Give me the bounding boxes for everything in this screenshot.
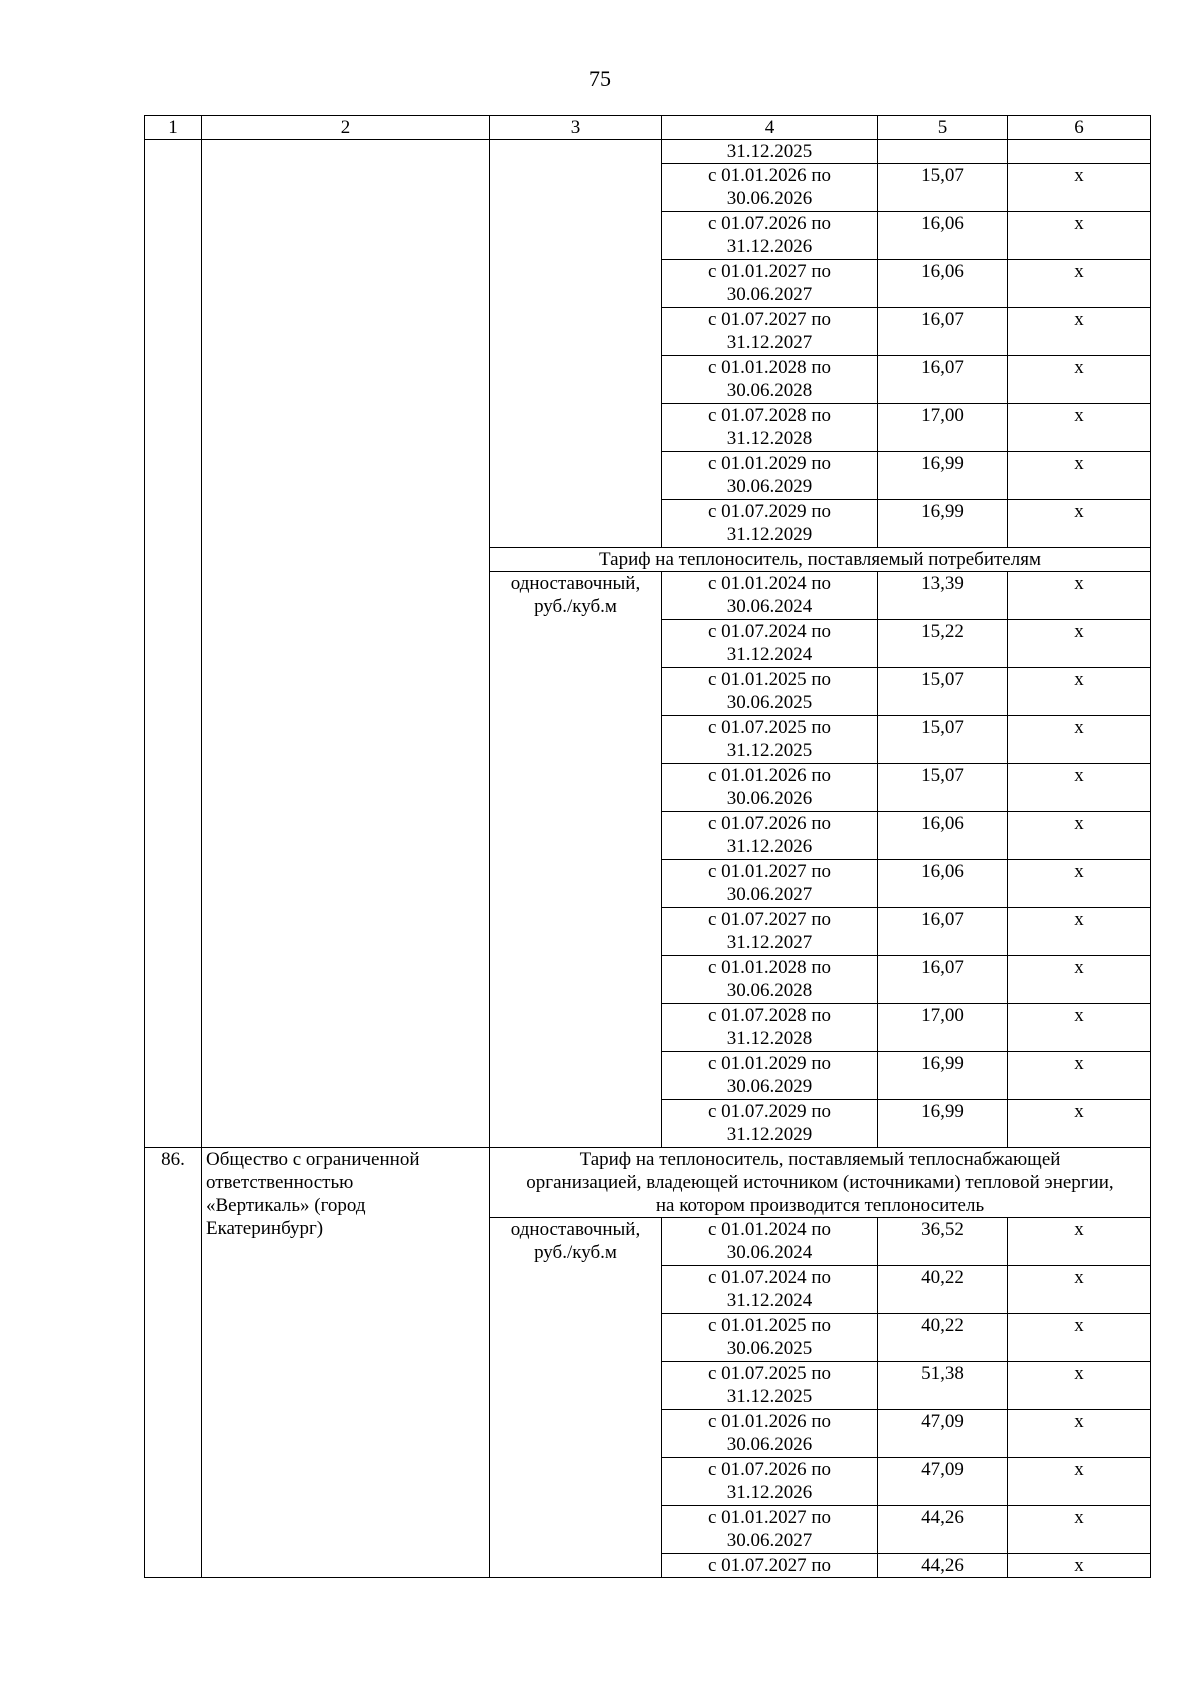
mark-cell [1008, 1052, 1151, 1100]
value-cell-line-1: 16,07 [921, 957, 964, 978]
mark-cell [1008, 212, 1151, 260]
mark-cell-line-1: х [1074, 957, 1084, 978]
value-cell [878, 908, 1008, 956]
section-title-line-1: Тариф на теплоноситель, поставляемый потребителям [599, 549, 1041, 570]
mark-cell-line-1: х [1074, 669, 1084, 690]
entry-section-title-line-3: на котором производится теплоноситель [655, 1195, 985, 1216]
period-cell-line-1: с 01.07.2025 по [707, 1363, 832, 1384]
period-cell-line-1: с 01.07.2026 по [707, 813, 832, 834]
period-cell [662, 1004, 878, 1052]
mark-cell-line-1: х [1074, 717, 1084, 738]
period-cell-line-2: 31.12.2027 [726, 332, 813, 353]
value-cell-line-1: 47,09 [921, 1459, 964, 1480]
period-cell [662, 308, 878, 356]
mark-cell [1008, 812, 1151, 860]
period-cell [662, 260, 878, 308]
period-cell [662, 764, 878, 812]
period-cell-line-2: 31.12.2024 [726, 1290, 813, 1311]
period-cell-line-2: 31.12.2025 [726, 1386, 813, 1407]
value-cell-line-1: 36,52 [921, 1219, 964, 1240]
period-cell [662, 812, 878, 860]
period-cell-line-2: 30.06.2026 [726, 1434, 813, 1455]
header-col-3: 3 [490, 116, 662, 140]
mark-cell [1008, 140, 1151, 164]
value-cell-line-1: 17,00 [921, 1005, 964, 1026]
value-cell-line-1: 44,26 [921, 1507, 964, 1528]
period-cell-line-1: с 01.07.2024 по [707, 1267, 832, 1288]
period-cell [662, 908, 878, 956]
mark-cell [1008, 1314, 1151, 1362]
mark-cell [1008, 764, 1151, 812]
tariff-table [144, 115, 1151, 1578]
period-cell-line-2: 30.06.2027 [726, 1530, 813, 1551]
mark-cell [1008, 1266, 1151, 1314]
value-cell-line-1: 16,99 [921, 453, 964, 474]
organization-name [202, 1148, 490, 1578]
mark-cell-line-1: х [1074, 309, 1084, 330]
value-cell-line-1: 16,07 [921, 909, 964, 930]
entry-number [145, 1148, 202, 1578]
mark-cell-line-1: х [1074, 573, 1084, 594]
period-cell-line-1: с 01.07.2029 по [707, 1101, 832, 1122]
value-cell-line-1: 44,26 [921, 1555, 964, 1576]
period-cell-line-2: 31.12.2025 [726, 740, 813, 761]
value-cell-line-1: 15,07 [921, 669, 964, 690]
period-cell-line-1: с 01.07.2026 по [707, 1459, 832, 1480]
period-cell [662, 500, 878, 548]
value-cell-line-1: 16,07 [921, 309, 964, 330]
mark-cell [1008, 164, 1151, 212]
period-cell-line-2: 31.12.2027 [726, 932, 813, 953]
mark-cell-line-1: х [1074, 1101, 1084, 1122]
rate-type-cell [490, 1218, 662, 1578]
mark-cell-line-1: х [1074, 1267, 1084, 1288]
table-row [145, 140, 1151, 164]
period-cell-line-2: 30.06.2026 [726, 188, 813, 209]
header-col-4: 4 [662, 116, 878, 140]
period-cell [662, 356, 878, 404]
mark-cell [1008, 1506, 1151, 1554]
section-title [490, 548, 1151, 572]
entry-section-title-line-2: организацией, владеющей источником (источниками) тепловой энергии, [526, 1172, 1114, 1193]
mark-cell-line-1: х [1074, 1411, 1084, 1432]
value-cell [878, 1052, 1008, 1100]
period-cell [662, 1266, 878, 1314]
value-cell [878, 500, 1008, 548]
period-cell-line-1: с 01.01.2024 по [707, 1219, 832, 1240]
value-cell [878, 1100, 1008, 1148]
mark-cell-line-1: х [1074, 621, 1084, 642]
mark-cell-line-1: х [1074, 501, 1084, 522]
period-cell-line-1: с 01.01.2024 по [707, 573, 832, 594]
value-cell [878, 1458, 1008, 1506]
period-cell-line-1: с 01.01.2026 по [707, 165, 832, 186]
period-cell [662, 1314, 878, 1362]
value-cell [878, 1218, 1008, 1266]
organization-name-line-3: «Вертикаль» (город [206, 1195, 366, 1216]
value-cell-line-1: 16,06 [921, 861, 964, 882]
value-cell [878, 140, 1008, 164]
period-cell [662, 404, 878, 452]
period-cell [662, 1100, 878, 1148]
entry-title-row [145, 1148, 1151, 1218]
mark-cell-line-1: х [1074, 765, 1084, 786]
period-cell [662, 716, 878, 764]
value-cell [878, 1004, 1008, 1052]
mark-cell-line-1: х [1074, 1005, 1084, 1026]
period-cell-line-2: 30.06.2026 [726, 788, 813, 809]
value-cell [878, 1410, 1008, 1458]
value-cell [878, 764, 1008, 812]
organization-name-line-1: Общество с ограниченной [206, 1149, 420, 1170]
mark-cell [1008, 716, 1151, 764]
mark-cell-line-1: х [1074, 261, 1084, 282]
mark-cell [1008, 1218, 1151, 1266]
period-cell-line-2: 31.12.2026 [726, 836, 813, 857]
period-cell-line-2: 30.06.2024 [726, 1242, 813, 1263]
period-cell [662, 668, 878, 716]
period-cell-line-2: 30.06.2028 [726, 980, 813, 1001]
organization-cell [202, 140, 490, 1148]
period-cell [662, 1218, 878, 1266]
mark-cell [1008, 1362, 1151, 1410]
mark-cell-line-1: х [1074, 1507, 1084, 1528]
mark-cell [1008, 404, 1151, 452]
mark-cell [1008, 1458, 1151, 1506]
period-cell-line-1: с 01.07.2027 по [707, 309, 832, 330]
period-cell [662, 1506, 878, 1554]
period-cell-line-1: с 01.01.2027 по [707, 861, 832, 882]
mark-cell [1008, 572, 1151, 620]
mark-cell [1008, 1004, 1151, 1052]
value-cell-line-1: 16,99 [921, 1053, 964, 1074]
period-cell-line-1: с 01.07.2029 по [707, 501, 832, 522]
value-cell [878, 620, 1008, 668]
value-cell-line-1: 16,06 [921, 213, 964, 234]
mark-cell-line-1: х [1074, 213, 1084, 234]
value-cell-line-1: 51,38 [921, 1363, 964, 1384]
period-cell-line-2: 30.06.2028 [726, 380, 813, 401]
value-cell [878, 1314, 1008, 1362]
period-cell [662, 164, 878, 212]
value-cell [878, 356, 1008, 404]
value-cell-line-1: 16,99 [921, 501, 964, 522]
value-cell [878, 716, 1008, 764]
period-cell-line-1: 31.12.2025 [726, 141, 813, 162]
period-cell-line-2: 31.12.2026 [726, 236, 813, 257]
period-cell-line-2: 31.12.2029 [726, 524, 813, 545]
period-cell-line-1: с 01.07.2027 по [707, 909, 832, 930]
value-cell [878, 812, 1008, 860]
period-cell-line-1: с 01.07.2027 по [707, 1555, 832, 1576]
period-cell-line-1: с 01.01.2028 по [707, 357, 832, 378]
value-cell-line-1: 15,07 [921, 717, 964, 738]
value-cell [878, 452, 1008, 500]
period-cell-line-1: с 01.01.2026 по [707, 1411, 832, 1432]
mark-cell-line-1: х [1074, 1555, 1084, 1576]
value-cell [878, 164, 1008, 212]
organization-name-line-4: Екатеринбург) [206, 1218, 324, 1239]
period-cell [662, 140, 878, 164]
value-cell-line-1: 17,00 [921, 405, 964, 426]
value-cell-line-1: 15,07 [921, 165, 964, 186]
mark-cell [1008, 1410, 1151, 1458]
value-cell-line-1: 15,07 [921, 765, 964, 786]
value-cell [878, 956, 1008, 1004]
period-cell-line-2: 31.12.2028 [726, 428, 813, 449]
mark-cell [1008, 860, 1151, 908]
mark-cell-line-1: х [1074, 1315, 1084, 1336]
rate-type-cell-line-1: одноставочный, [510, 573, 641, 594]
rate-type-cell-line-1: одноставочный, [510, 1219, 641, 1240]
period-cell-line-2: 31.12.2024 [726, 644, 813, 665]
period-cell-line-1: с 01.07.2028 по [707, 1005, 832, 1026]
period-cell [662, 1052, 878, 1100]
period-cell-line-1: с 01.01.2026 по [707, 765, 832, 786]
period-cell [662, 956, 878, 1004]
value-cell [878, 1506, 1008, 1554]
value-cell-line-1: 40,22 [921, 1267, 964, 1288]
value-cell [878, 1362, 1008, 1410]
value-cell [878, 260, 1008, 308]
header-row [145, 116, 1151, 140]
entry-section-title [490, 1148, 1151, 1218]
mark-cell [1008, 356, 1151, 404]
mark-cell-line-1: х [1074, 453, 1084, 474]
rate-type-cell-line-2: руб./куб.м [534, 596, 617, 617]
period-cell [662, 452, 878, 500]
mark-cell-line-1: х [1074, 1363, 1084, 1384]
mark-cell [1008, 620, 1151, 668]
value-cell [878, 212, 1008, 260]
number-cell [145, 140, 202, 1148]
value-cell [878, 1266, 1008, 1314]
period-cell-line-1: с 01.01.2025 по [707, 669, 832, 690]
header-col-6: 6 [1008, 116, 1151, 140]
value-cell-line-1: 16,99 [921, 1101, 964, 1122]
period-cell [662, 620, 878, 668]
mark-cell-line-1: х [1074, 1219, 1084, 1240]
value-cell-line-1: 13,39 [921, 573, 964, 594]
mark-cell-line-1: х [1074, 405, 1084, 426]
period-cell-line-1: с 01.01.2025 по [707, 1315, 832, 1336]
value-cell-line-1: 15,22 [921, 621, 964, 642]
period-cell-line-1: с 01.01.2029 по [707, 453, 832, 474]
period-cell [662, 212, 878, 260]
mark-cell [1008, 956, 1151, 1004]
period-cell-line-2: 31.12.2029 [726, 1124, 813, 1145]
period-cell-line-1: с 01.07.2028 по [707, 405, 832, 426]
value-cell [878, 860, 1008, 908]
period-cell-line-2: 30.06.2024 [726, 596, 813, 617]
period-cell [662, 860, 878, 908]
header-col-2: 2 [202, 116, 490, 140]
entry-number-line-1: 86. [161, 1149, 185, 1170]
mark-cell-line-1: х [1074, 1053, 1084, 1074]
value-cell [878, 1554, 1008, 1578]
value-cell [878, 572, 1008, 620]
value-cell-line-1: 16,06 [921, 813, 964, 834]
value-cell-line-1: 16,07 [921, 357, 964, 378]
value-cell-line-1: 16,06 [921, 261, 964, 282]
value-cell [878, 404, 1008, 452]
period-cell-line-2: 30.06.2027 [726, 884, 813, 905]
period-cell [662, 1554, 878, 1578]
rate-type-cell-line-2: руб./куб.м [534, 1242, 617, 1263]
mark-cell [1008, 452, 1151, 500]
mark-cell-line-1: х [1074, 861, 1084, 882]
mark-cell [1008, 500, 1151, 548]
period-cell-line-2: 31.12.2028 [726, 1028, 813, 1049]
mark-cell-line-1: х [1074, 1459, 1084, 1480]
page-number: 75 [589, 66, 611, 91]
rate-type-cell [490, 572, 662, 1148]
mark-cell [1008, 1100, 1151, 1148]
period-cell-line-2: 30.06.2029 [726, 1076, 813, 1097]
value-cell-line-1: 47,09 [921, 1411, 964, 1432]
period-cell-line-1: с 01.07.2024 по [707, 621, 832, 642]
tariff-table-body [145, 116, 1151, 1578]
period-cell-line-1: с 01.01.2027 по [707, 261, 832, 282]
period-cell-line-2: 30.06.2025 [726, 692, 813, 713]
entry-section-title-line-1: Тариф на теплоноситель, поставляемый теплоснабжающей [579, 1149, 1061, 1170]
period-cell-line-1: с 01.01.2028 по [707, 957, 832, 978]
header-col-1: 1 [145, 116, 202, 140]
mark-cell [1008, 668, 1151, 716]
organization-name-line-2: ответственностью [206, 1172, 354, 1193]
value-cell-line-1: 40,22 [921, 1315, 964, 1336]
mark-cell [1008, 1554, 1151, 1578]
period-cell [662, 1410, 878, 1458]
mark-cell [1008, 908, 1151, 956]
period-cell-line-1: с 01.07.2025 по [707, 717, 832, 738]
mark-cell-line-1: х [1074, 357, 1084, 378]
period-cell-line-2: 30.06.2029 [726, 476, 813, 497]
period-cell-line-1: с 01.01.2029 по [707, 1053, 832, 1074]
period-cell-line-2: 30.06.2025 [726, 1338, 813, 1359]
period-cell [662, 1362, 878, 1410]
value-cell [878, 308, 1008, 356]
mark-cell-line-1: х [1074, 813, 1084, 834]
period-cell-line-2: 30.06.2027 [726, 284, 813, 305]
mark-cell-line-1: х [1074, 165, 1084, 186]
rate-type-cell [490, 140, 662, 548]
period-cell [662, 572, 878, 620]
period-cell-line-1: с 01.07.2026 по [707, 213, 832, 234]
mark-cell [1008, 308, 1151, 356]
mark-cell-line-1: х [1074, 909, 1084, 930]
period-cell-line-1: с 01.01.2027 по [707, 1507, 832, 1528]
period-cell-line-2: 31.12.2026 [726, 1482, 813, 1503]
value-cell [878, 668, 1008, 716]
header-col-5: 5 [878, 116, 1008, 140]
period-cell [662, 1458, 878, 1506]
mark-cell [1008, 260, 1151, 308]
